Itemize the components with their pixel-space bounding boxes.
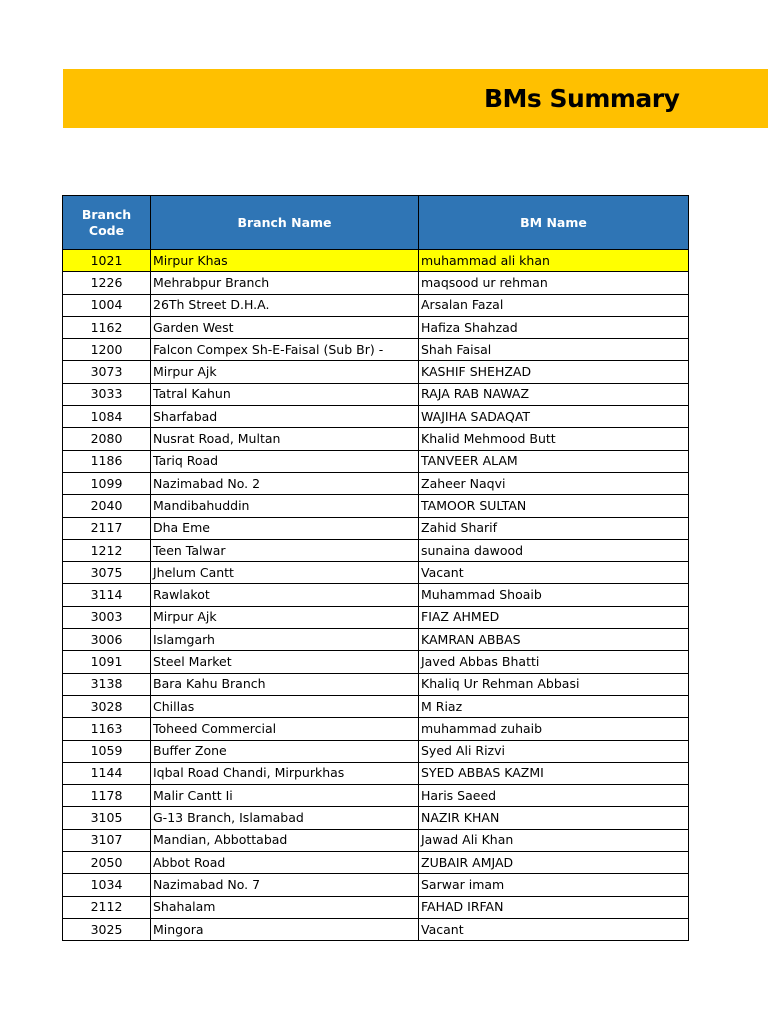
branch-code-cell: 1034 xyxy=(63,874,151,896)
table-row xyxy=(63,339,689,361)
branch-name-cell: Iqbal Road Chandi, Mirpurkhas xyxy=(151,762,419,784)
bm-name-cell: Khaliq Ur Rehman Abbasi xyxy=(419,673,689,695)
branch-code-cell: 1099 xyxy=(63,472,151,494)
table-row xyxy=(63,918,689,940)
branch-code-cell: 1178 xyxy=(63,785,151,807)
column-header-bm-name: BM Name xyxy=(419,196,689,250)
table-row xyxy=(63,740,689,762)
table-row xyxy=(63,361,689,383)
branch-name-cell: Mehrabpur Branch xyxy=(151,272,419,294)
table-row xyxy=(63,428,689,450)
bm-name-cell: FAHAD IRFAN xyxy=(419,896,689,918)
table-body xyxy=(63,250,689,941)
branch-code-cell: 1091 xyxy=(63,651,151,673)
branch-name-cell: Mirpur Ajk xyxy=(151,361,419,383)
branch-name-cell: Mirpur Ajk xyxy=(151,606,419,628)
branch-code-cell: 1200 xyxy=(63,339,151,361)
branch-name-cell: Rawlakot xyxy=(151,584,419,606)
bm-name-cell: WAJIHA SADAQAT xyxy=(419,406,689,428)
column-header-branch-code: Branch Code xyxy=(63,196,151,250)
bm-name-cell: Khalid Mehmood Butt xyxy=(419,428,689,450)
table-row xyxy=(63,874,689,896)
bm-name-cell: Haris Saeed xyxy=(419,785,689,807)
table-row xyxy=(63,562,689,584)
bm-name-cell: RAJA RAB NAWAZ xyxy=(419,383,689,405)
table-row xyxy=(63,673,689,695)
branch-code-cell: 3138 xyxy=(63,673,151,695)
branch-name-cell: Mirpur Khas xyxy=(151,250,419,272)
table-row xyxy=(63,495,689,517)
table-row xyxy=(63,852,689,874)
bm-name-cell: KAMRAN ABBAS xyxy=(419,629,689,651)
page-title: BMs Summary xyxy=(484,84,680,113)
bm-name-cell: KASHIF SHEHZAD xyxy=(419,361,689,383)
branch-name-cell: Jhelum Cantt xyxy=(151,562,419,584)
bm-name-cell: Javed Abbas Bhatti xyxy=(419,651,689,673)
bm-name-cell: muhammad ali khan xyxy=(419,250,689,272)
branch-code-cell: 1059 xyxy=(63,740,151,762)
bm-name-cell: Muhammad Shoaib xyxy=(419,584,689,606)
branch-code-cell: 3105 xyxy=(63,807,151,829)
branch-name-cell: Mingora xyxy=(151,918,419,940)
branch-code-cell: 1226 xyxy=(63,272,151,294)
table-row xyxy=(63,651,689,673)
branch-name-cell: Sharfabad xyxy=(151,406,419,428)
bm-name-cell: Vacant xyxy=(419,918,689,940)
bm-name-cell: Shah Faisal xyxy=(419,339,689,361)
branch-name-cell: Dha Eme xyxy=(151,517,419,539)
table-row xyxy=(63,629,689,651)
branch-name-cell: Nusrat Road, Multan xyxy=(151,428,419,450)
branch-name-cell: Shahalam xyxy=(151,896,419,918)
column-header-branch-name: Branch Name xyxy=(151,196,419,250)
table-row xyxy=(63,584,689,606)
bm-name-cell: M Riaz xyxy=(419,695,689,717)
table-row xyxy=(63,406,689,428)
bm-name-cell: Sarwar imam xyxy=(419,874,689,896)
table-header-row xyxy=(63,196,689,250)
branch-name-cell: G-13 Branch, Islamabad xyxy=(151,807,419,829)
branch-name-cell: Tariq Road xyxy=(151,450,419,472)
table-row xyxy=(63,316,689,338)
branch-code-cell: 1084 xyxy=(63,406,151,428)
branch-code-cell: 1186 xyxy=(63,450,151,472)
table-row xyxy=(63,785,689,807)
branch-code-cell: 3107 xyxy=(63,829,151,851)
table-row xyxy=(63,718,689,740)
branch-code-cell: 1163 xyxy=(63,718,151,740)
title-banner xyxy=(63,69,768,128)
branch-name-cell: Mandibahuddin xyxy=(151,495,419,517)
table-row xyxy=(63,472,689,494)
bm-name-cell: Hafiza Shahzad xyxy=(419,316,689,338)
bm-name-cell: SYED ABBAS KAZMI xyxy=(419,762,689,784)
branch-name-cell: Teen Talwar xyxy=(151,539,419,561)
table-row xyxy=(63,539,689,561)
branch-code-cell: 3033 xyxy=(63,383,151,405)
bm-name-cell: ZUBAIR AMJAD xyxy=(419,852,689,874)
bm-summary-table xyxy=(62,195,689,941)
bm-name-cell: TANVEER ALAM xyxy=(419,450,689,472)
branch-name-cell: Islamgarh xyxy=(151,629,419,651)
bm-name-cell: TAMOOR SULTAN xyxy=(419,495,689,517)
branch-name-cell: Garden West xyxy=(151,316,419,338)
branch-name-cell: Abbot Road xyxy=(151,852,419,874)
table-row xyxy=(63,450,689,472)
branch-name-cell: Malir Cantt Ii xyxy=(151,785,419,807)
branch-name-cell: Mandian, Abbottabad xyxy=(151,829,419,851)
bm-name-cell: Zahid Sharif xyxy=(419,517,689,539)
branch-code-cell: 2040 xyxy=(63,495,151,517)
bm-name-cell: FIAZ AHMED xyxy=(419,606,689,628)
branch-code-cell: 3003 xyxy=(63,606,151,628)
branch-code-cell: 3114 xyxy=(63,584,151,606)
bm-name-cell: sunaina dawood xyxy=(419,539,689,561)
branch-code-cell: 1021 xyxy=(63,250,151,272)
branch-code-cell: 2080 xyxy=(63,428,151,450)
branch-code-cell: 2112 xyxy=(63,896,151,918)
table-row xyxy=(63,807,689,829)
bm-name-cell: Zaheer Naqvi xyxy=(419,472,689,494)
branch-code-cell: 3075 xyxy=(63,562,151,584)
table-row xyxy=(63,606,689,628)
table-row xyxy=(63,695,689,717)
branch-name-cell: Bara Kahu Branch xyxy=(151,673,419,695)
branch-code-cell: 1212 xyxy=(63,539,151,561)
table-row xyxy=(63,896,689,918)
bm-name-cell: Syed Ali Rizvi xyxy=(419,740,689,762)
bm-name-cell: Vacant xyxy=(419,562,689,584)
branch-name-cell: Falcon Compex Sh-E-Faisal (Sub Br) - xyxy=(151,339,419,361)
branch-code-cell: 3025 xyxy=(63,918,151,940)
branch-name-cell: Toheed Commercial xyxy=(151,718,419,740)
branch-name-cell: Tatral Kahun xyxy=(151,383,419,405)
table-row xyxy=(63,383,689,405)
branch-code-cell: 1144 xyxy=(63,762,151,784)
branch-code-cell: 2050 xyxy=(63,852,151,874)
branch-name-cell: Nazimabad No. 2 xyxy=(151,472,419,494)
branch-name-cell: Steel Market xyxy=(151,651,419,673)
branch-code-cell: 3028 xyxy=(63,695,151,717)
branch-name-cell: Nazimabad No. 7 xyxy=(151,874,419,896)
bm-name-cell: muhammad zuhaib xyxy=(419,718,689,740)
table-row xyxy=(63,517,689,539)
table-header xyxy=(63,196,689,250)
table-row xyxy=(63,272,689,294)
branch-code-cell: 2117 xyxy=(63,517,151,539)
bm-name-cell: NAZIR KHAN xyxy=(419,807,689,829)
branch-code-cell: 3073 xyxy=(63,361,151,383)
branch-name-cell: Chillas xyxy=(151,695,419,717)
branch-code-cell: 3006 xyxy=(63,629,151,651)
bm-name-cell: Arsalan Fazal xyxy=(419,294,689,316)
table-row xyxy=(63,250,689,272)
table-row xyxy=(63,294,689,316)
branch-code-cell: 1162 xyxy=(63,316,151,338)
bm-name-cell: maqsood ur rehman xyxy=(419,272,689,294)
branch-name-cell: Buffer Zone xyxy=(151,740,419,762)
table-row xyxy=(63,829,689,851)
bm-name-cell: Jawad Ali Khan xyxy=(419,829,689,851)
table-row xyxy=(63,762,689,784)
branch-name-cell: 26Th Street D.H.A. xyxy=(151,294,419,316)
branch-code-cell: 1004 xyxy=(63,294,151,316)
